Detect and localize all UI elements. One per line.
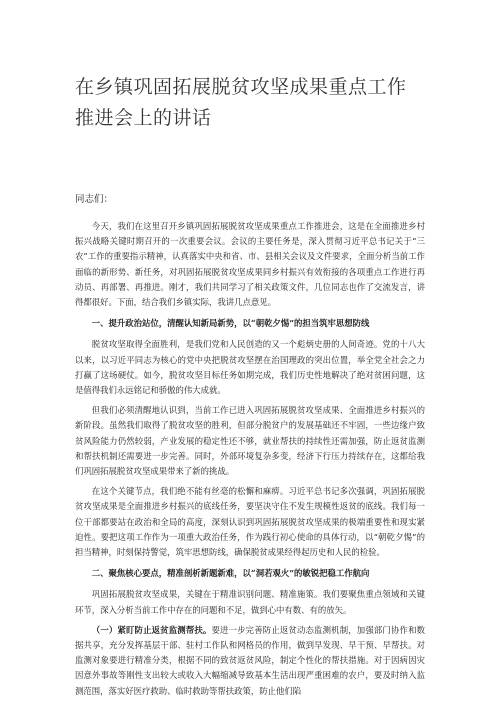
subsection-1-label: （一）紧盯防止返贫监测帮扶。 [91, 624, 212, 635]
section-2-paragraph-1: 巩固拓展脱贫攻坚成果，关键在于精准识别问题、精准施策。我们要聚焦重点领域和关键环节，深入分析当前工作中存在的问题和不足，做到心中有数、有的放矢。 [75, 589, 425, 615]
salutation: 同志们： [75, 194, 114, 205]
section-1-paragraph-2: 但我们必须清醒地认识到，当前工作已进入巩固拓展脱贫攻坚成果、全面推进乡村振兴的新阶段。虽然我们取得了脱贫攻坚的胜利，但部分脱贫户的发展基础还不牢固，一些边缘户致贫风险能力仍然较弱，产业发展的稳定性还不够，就业帮扶的持续性还需加强，防止返贫监测和帮扶机制还需要进一步完善。同时，外部环境复杂多变，经济下行压力持续存在，这都给我们巩固拓展脱贫攻坚成果带来了新的挑战。 [75, 405, 425, 477]
section-1-paragraph-1: 脱贫攻坚取得全面胜利，是我们党和人民创造的又一个彪炳史册的人间奇迹。党的十八大以来，以习近平同志为核心的党中央把脱贫攻坚摆在治国理政的突出位置，举全党全社会之力打赢了这场硬仗。如今，脱贫攻坚目标任务如期完成，我们历史性地解决了绝对贫困问题，这是值得我们永远铭记和骄傲的伟大成就。 [75, 339, 425, 396]
subsection-1-text: 要进一步完善防止返贫动态监测机制，加强部门协作和数据共享，充分发挥基层干部、驻村工作队和网格员的作用，做到早发现、早干预、早帮扶。对监测对象要进行精准分类，根据不同的致贫返贫风险，制定个性化的帮扶措施。对于因病因灾因意外事故等刚性支出较大或收入大幅缩减导致基本生活出现严重困难的农户，要及时纳入监测范围，落实好医疗救助、临时救助等帮扶政策，防止他们陷 [75, 624, 426, 696]
intro-paragraph: 今天，我们在这里召开乡镇巩固拓展脱贫攻坚成果重点工作推进会，这是在全面推进乡村振兴战略关键时期召开的一次重要会议。会议的主要任务是，深入贯彻习近平总书记关于“三农”工作的重要指示精神，认真落实中央和省、市、县相关会议及文件要求，全面分析当前工作面临的新形势、新任务，对巩固拓展脱贫攻坚成果同乡村振兴有效衔接的各项重点工作进行再动员、再部署、再推进。刚才，我们共同学习了相关政策文件，几位同志也作了交流发言，讲得都很好。下面，结合我们乡镇实际，我讲几点意见。 [75, 221, 425, 308]
section-2-subsection-1 [75, 623, 425, 699]
section-1-heading: 一、提升政治站位，清醒认知新局新势，以“朝乾夕惕”的担当筑牢思想防线 [91, 318, 370, 329]
document-title: 在乡镇巩固拓展脱贫攻坚成果重点工作推进会上的讲话 [75, 76, 407, 129]
section-2-heading: 二、聚焦核心要点，精准剖析新题新难，以“洞若观火”的敏锐把稳工作航向 [91, 568, 370, 579]
section-1-paragraph-3: 在这个关键节点，我们绝不能有丝毫的松懈和麻痹。习近平总书记多次强调，巩固拓展脱贫攻坚成果是全面推进乡村振兴的底线任务，要坚决守住不发生规模性返贫的底线。我们每一位干部都要站在政治和全局的高度，深刻认识到巩固拓展脱贫攻坚成果的极端重要性和现实紧迫性。要把这项工作作为一项重大政治任务，作为践行初心使命的具体行动，以“朝乾夕惕”的担当精神，时刻保持警觉，筑牢思想防线，确保脱贫成果经得起历史和人民的检验。 [75, 486, 425, 558]
